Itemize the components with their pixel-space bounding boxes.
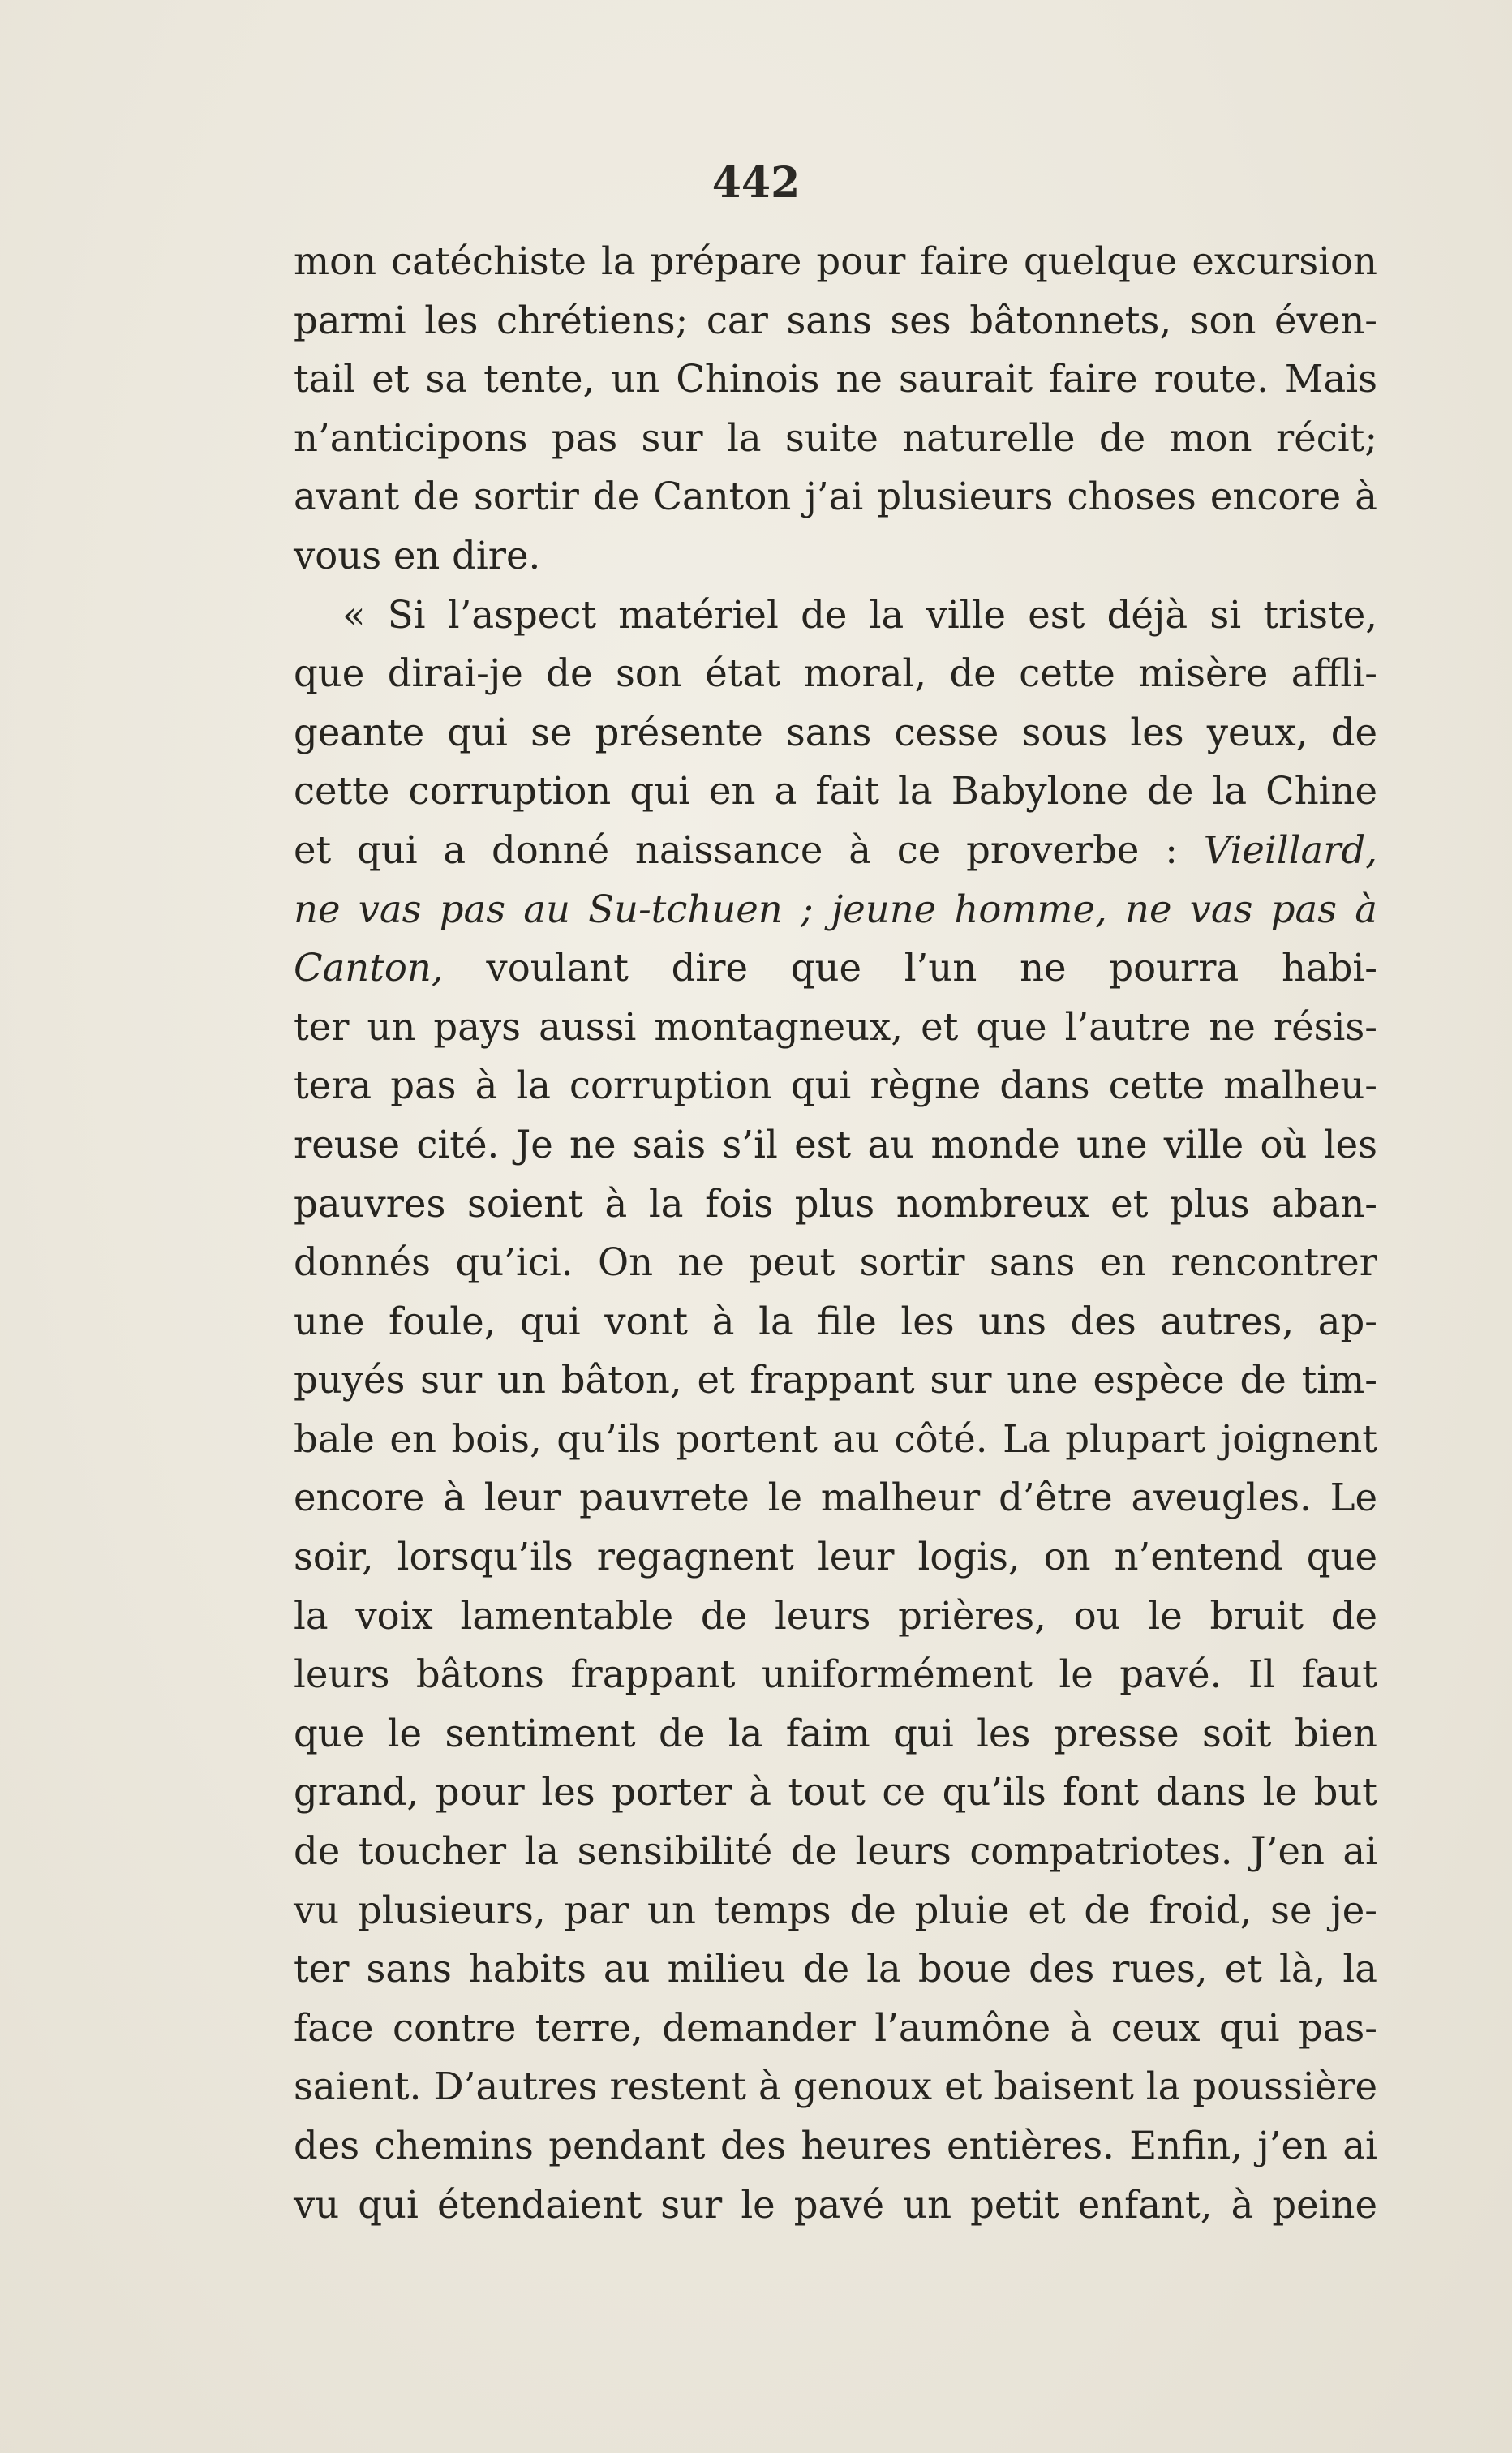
paragraph-start-line: « Si l’aspect matériel de la ville est déjà si triste, [342,592,1377,637]
text-line: mon catéchiste la prépare pour faire quelque excursion [294,239,1377,283]
text-line [294,821,1377,880]
text-line: encore à leur pauvrete le malheur d’être aveugles. Le [294,1476,1377,1520]
text-segment: voulant dire que l’un ne pourra habi- [443,946,1377,990]
text-line: vous en dire. [294,533,541,578]
text-line: reuse cité. Je ne sais s’il est au monde une ville où les [294,1122,1377,1166]
proverb-italic: ne vas pas au Su-tchuen ; jeune homme, ne vas pas à [294,887,1377,931]
body-text [294,232,1377,2234]
text-line: de toucher la sensibilité de leurs compatriotes. J’en ai [294,1829,1377,1874]
text-line: que le sentiment de la faim qui les presse soit bien [294,1711,1377,1755]
text-line: donnés qu’ici. On ne peut sortir sans en rencontrer [294,1240,1377,1285]
text-line: une foule, qui vont à la file les uns des autres, ap- [294,1299,1377,1343]
text-line: tail et sa tente, un Chinois ne saurait faire route. Mais [294,357,1377,402]
text-line: avant de sortir de Canton j’ai plusieurs choses encore à [294,475,1377,519]
text-line: face contre terre, demander l’aumône à ceux qui pas- [294,2005,1377,2050]
proverb-italic: Vieillard, [1203,827,1377,872]
text-line: cette corruption qui en a fait la Babylone de la Chine [294,769,1377,814]
text-line: n’anticipons pas sur la suite naturelle de mon récit; [294,415,1377,460]
text-line: saient. D’autres restent à genoux et baisent la poussière [294,2064,1377,2109]
text-line: des chemins pendant des heures entières. Enfin, j’en ai [294,2124,1377,2167]
text-line: vu plusieurs, par un temps de pluie et de froid, se je- [294,1888,1377,1932]
proverb-italic: Canton, [294,946,444,990]
text-line: geante qui se présente sans cesse sous les yeux, de [294,710,1377,754]
text-line: ter sans habits au milieu de la boue des rues, et là, la [294,1947,1377,1991]
text-segment: et qui a donné naissance à ce proverbe : [294,827,1204,872]
text-line: pauvres soient à la fois plus nombreux et plus aban- [294,1181,1377,1226]
text-line: vu qui étendaient sur le pavé un petit enfant, à peine [294,2182,1377,2227]
text-line: bale en bois, qu’ils portent au côté. La plupart joignent [294,1416,1377,1461]
page-number: 442 [711,158,801,208]
text-line: tera pas à la corruption qui règne dans cette malheu- [294,1063,1377,1108]
text-line: puyés sur un bâton, et frappant sur une espèce de tim- [294,1358,1377,1403]
text-line [294,939,1377,998]
text-line [294,880,1377,939]
text-line: grand, pour les porter à tout ce qu’ils font dans le but [294,1770,1377,1815]
text-line: soir, lorsqu’ils regagnent leur logis, on n’entend que [294,1535,1377,1579]
text-line: parmi les chrétiens; car sans ses bâtonnets, son éven- [294,298,1377,342]
text-line: ter un pays aussi montagneux, et que l’autre ne résis- [294,1004,1377,1049]
text-line: leurs bâtons frappant uniformément le pavé. Il faut [294,1652,1377,1697]
text-line: que dirai-je de son état moral, de cette misère affli- [294,651,1377,696]
text-line: la voix lamentable de leurs prières, ou le bruit de [294,1593,1377,1638]
